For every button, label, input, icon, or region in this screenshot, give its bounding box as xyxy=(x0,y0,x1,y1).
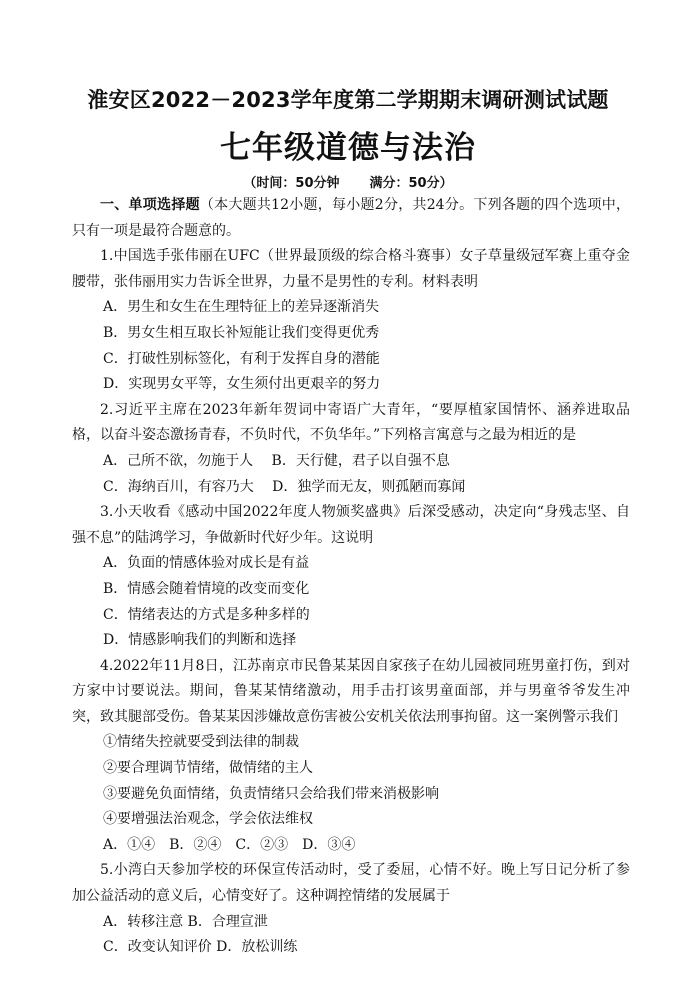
exam-meta xyxy=(0,172,696,191)
section-heading: 一、单项选择题 xyxy=(100,197,200,213)
question-stem: 1.中国选手张伟丽在UFC（世界最顶级的综合格斗赛事）女子草量级冠军赛上重夺金腰带，张伟丽用实力告诉全世界，力量不是男性的专利。材料表明 xyxy=(72,248,630,290)
option-c: C．情绪表达的方式是多种多样的 xyxy=(103,606,310,623)
statement-2: ②要合理调节情绪，做情绪的主人 xyxy=(103,760,313,777)
question-4 xyxy=(72,654,630,859)
option-ab: A．转移注意 B．合理宣泄 xyxy=(103,913,268,930)
time-limit: （时间：50分钟 xyxy=(243,176,340,191)
exam-content xyxy=(72,193,630,961)
question-2 xyxy=(72,398,630,500)
statement-4: ④要增强法治观念，学会依法维权 xyxy=(103,811,313,828)
option-b: B．情感会随着情境的改变而变化 xyxy=(103,580,310,597)
section-instruction: 一、单项选择题（本大题共12小题，每小题2分，共24分。下列各题的四个选项中，只有一项是最符合题意的。 xyxy=(72,197,630,239)
option-d: D．情感影响我们的判断和选择 xyxy=(103,632,297,649)
statement-1: ①情绪失控就要受到法律的制裁 xyxy=(103,734,299,751)
option-a: A．负面的情感体验对成长是有益 xyxy=(103,555,310,572)
question-1 xyxy=(72,244,630,398)
full-score: 满分：50分） xyxy=(369,176,453,191)
question-stem: 5.小湾白天参加学校的环保宣传活动时，受了委屈，心情不好。晚上写日记分析了参加公益活动的意义后，心情变好了。这种调控情绪的发展属于 xyxy=(72,862,630,905)
options-line: A．①④ B．②④ C．②③ D．③④ xyxy=(103,836,356,853)
subject-title: 七年级道德与法治 xyxy=(220,130,476,166)
question-stem: 2.习近平主席在2023年新年贺词中寄语广大青年，“要厚植家国情怀、涵养进取品格，以奋斗姿态激扬青春，不负时代，不负华年。”下列格言寓意与之最为相近的是 xyxy=(72,401,630,444)
option-b: B．男女生相互取长补短能让我们变得更优秀 xyxy=(103,324,380,341)
option-cd: C．海纳百川，有容乃大 D．独学而无友，则孤陋而寡闻 xyxy=(103,478,466,495)
option-a: A．男生和女生在生理特征上的差异逐渐消失 xyxy=(103,299,380,316)
option-d: D．实现男女平等，女生须付出更艰辛的努力 xyxy=(103,376,381,393)
question-5 xyxy=(72,858,630,960)
question-3 xyxy=(72,500,630,654)
option-ab: A．己所不欲，勿施于人 B．天行健，君子以自强不息 xyxy=(103,452,450,469)
statement-3: ③要避免负面情绪，负责情绪只会给我们带来消极影响 xyxy=(103,785,439,802)
exam-title: 淮安区2022－2023学年度第二学期期末调研测试试题 xyxy=(87,88,609,112)
option-cd: C．改变认知评价 D．放松训练 xyxy=(103,939,298,956)
option-c: C．打破性别标签化，有利于发挥自身的潜能 xyxy=(103,350,380,367)
question-stem: 3.小天收看《感动中国2022年度人物颁奖盛典》后深受感动，决定向“身残志坚、自强不息”的陆鸿学习，争做新时代好少年。这说明 xyxy=(72,504,630,546)
question-stem: 4.2022年11月8日，江苏南京市民鲁某某因自家孩子在幼儿园被同班男童打伤，到对方家中讨要说法。期间，鲁某某情绪激动，用手击打该男童面部，并与男童爷爷发生冲突，致其腿部受伤。鲁某某因涉嫌故意伤害被公安机关依法刑事拘留。这一案例警示我们 xyxy=(72,657,630,725)
